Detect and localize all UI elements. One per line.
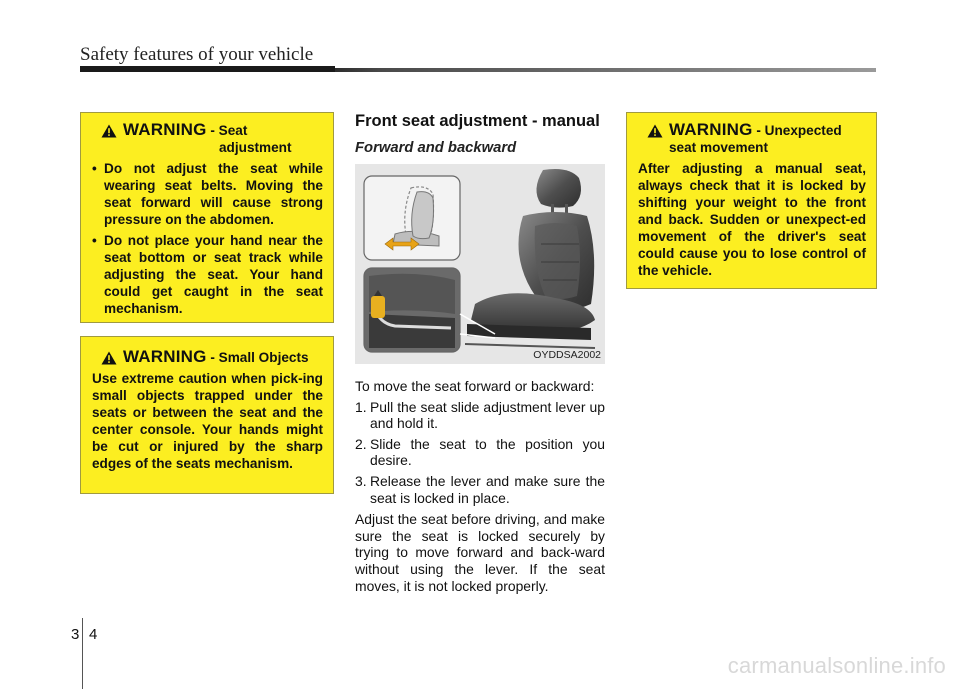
- step-item: [355, 473, 605, 506]
- warning-label: WARNING: [123, 347, 207, 366]
- warning-body: After adjusting a manual seat, always check that it is locked by shifting your weight to the front and back. Sudden or unexpect-ed movement of the driver's seat could cause you to lose control of the vehicle.: [638, 161, 866, 278]
- step-number: 1.: [355, 398, 367, 415]
- step-text: Pull the seat slide adjustment lever up and hold it.: [370, 398, 605, 432]
- warning-subtitle-cont: seat movement: [669, 140, 768, 155]
- warning-bullet: [92, 160, 323, 228]
- warning-box-small-objects: [80, 336, 334, 494]
- warning-bullet-text: Do not adjust the seat while wearing seat belts. Moving the seat forward will cause strong pressure on the abdomen.: [104, 161, 323, 227]
- step-text: Release the lever and make sure the seat is locked in place.: [370, 472, 605, 506]
- warning-box-seat-adjustment: [80, 112, 334, 323]
- warning-triangle-icon: [101, 124, 117, 138]
- page-number: 4: [89, 626, 98, 643]
- header-title: Safety features of your vehicle: [80, 44, 314, 65]
- seat-drawing: [355, 164, 605, 364]
- watermark-text: carmanualsonline.info: [727, 653, 946, 678]
- step-item: [355, 399, 605, 432]
- warning-subtitle-cont: adjustment: [219, 140, 292, 155]
- step-number: 3.: [355, 472, 367, 489]
- intro-text: To move the seat forward or backward:: [355, 378, 595, 394]
- warning-heading: [92, 348, 323, 366]
- step-text: Slide the seat to the position you desire.: [370, 435, 605, 469]
- section-title: Front seat adjustment - manual: [355, 112, 600, 130]
- warning-subtitle: - Seat: [206, 123, 248, 138]
- main-column: [355, 110, 605, 594]
- warning-heading: [638, 121, 866, 156]
- subsection-title: Forward and backward: [355, 140, 517, 156]
- warning-label: WARNING: [123, 120, 207, 139]
- figure-code: OYDDSA2002: [533, 349, 601, 361]
- bullet-dot: •: [92, 161, 97, 176]
- bullet-dot: •: [92, 233, 97, 248]
- warning-box-unexpected-movement: [626, 112, 877, 289]
- warning-triangle-icon: [101, 351, 117, 365]
- warning-subtitle: - Unexpected: [752, 123, 842, 138]
- warning-bullet-text: Do not place your hand near the seat bottom or seat track while adjusting the seat. Your hand could get caught in the seat mechanism.: [104, 233, 323, 316]
- warning-subtitle: - Small Objects: [206, 350, 309, 365]
- warning-triangle-icon: [647, 124, 663, 138]
- step-number: 2.: [355, 435, 367, 452]
- warning-heading: [92, 121, 323, 156]
- step-item: [355, 436, 605, 469]
- chapter-number: 3: [71, 626, 80, 643]
- footer-divider: [82, 618, 83, 689]
- body-paragraph: Adjust the seat before driving, and make sure the seat is locked securely by trying to move forward and back-ward without using the lever. If the seat moves, it is not locked properly.: [355, 511, 605, 594]
- warning-body: Use extreme caution when pick-ing small objects trapped under the seats or between the seat and the center console. Your hands might be cut or injured by the sharp edges of the seats mechanism.: [92, 371, 323, 471]
- warning-bullet: [92, 232, 323, 317]
- warning-label: WARNING: [669, 120, 753, 139]
- seat-illustration: [355, 164, 605, 364]
- header-rule-accent: [80, 66, 335, 72]
